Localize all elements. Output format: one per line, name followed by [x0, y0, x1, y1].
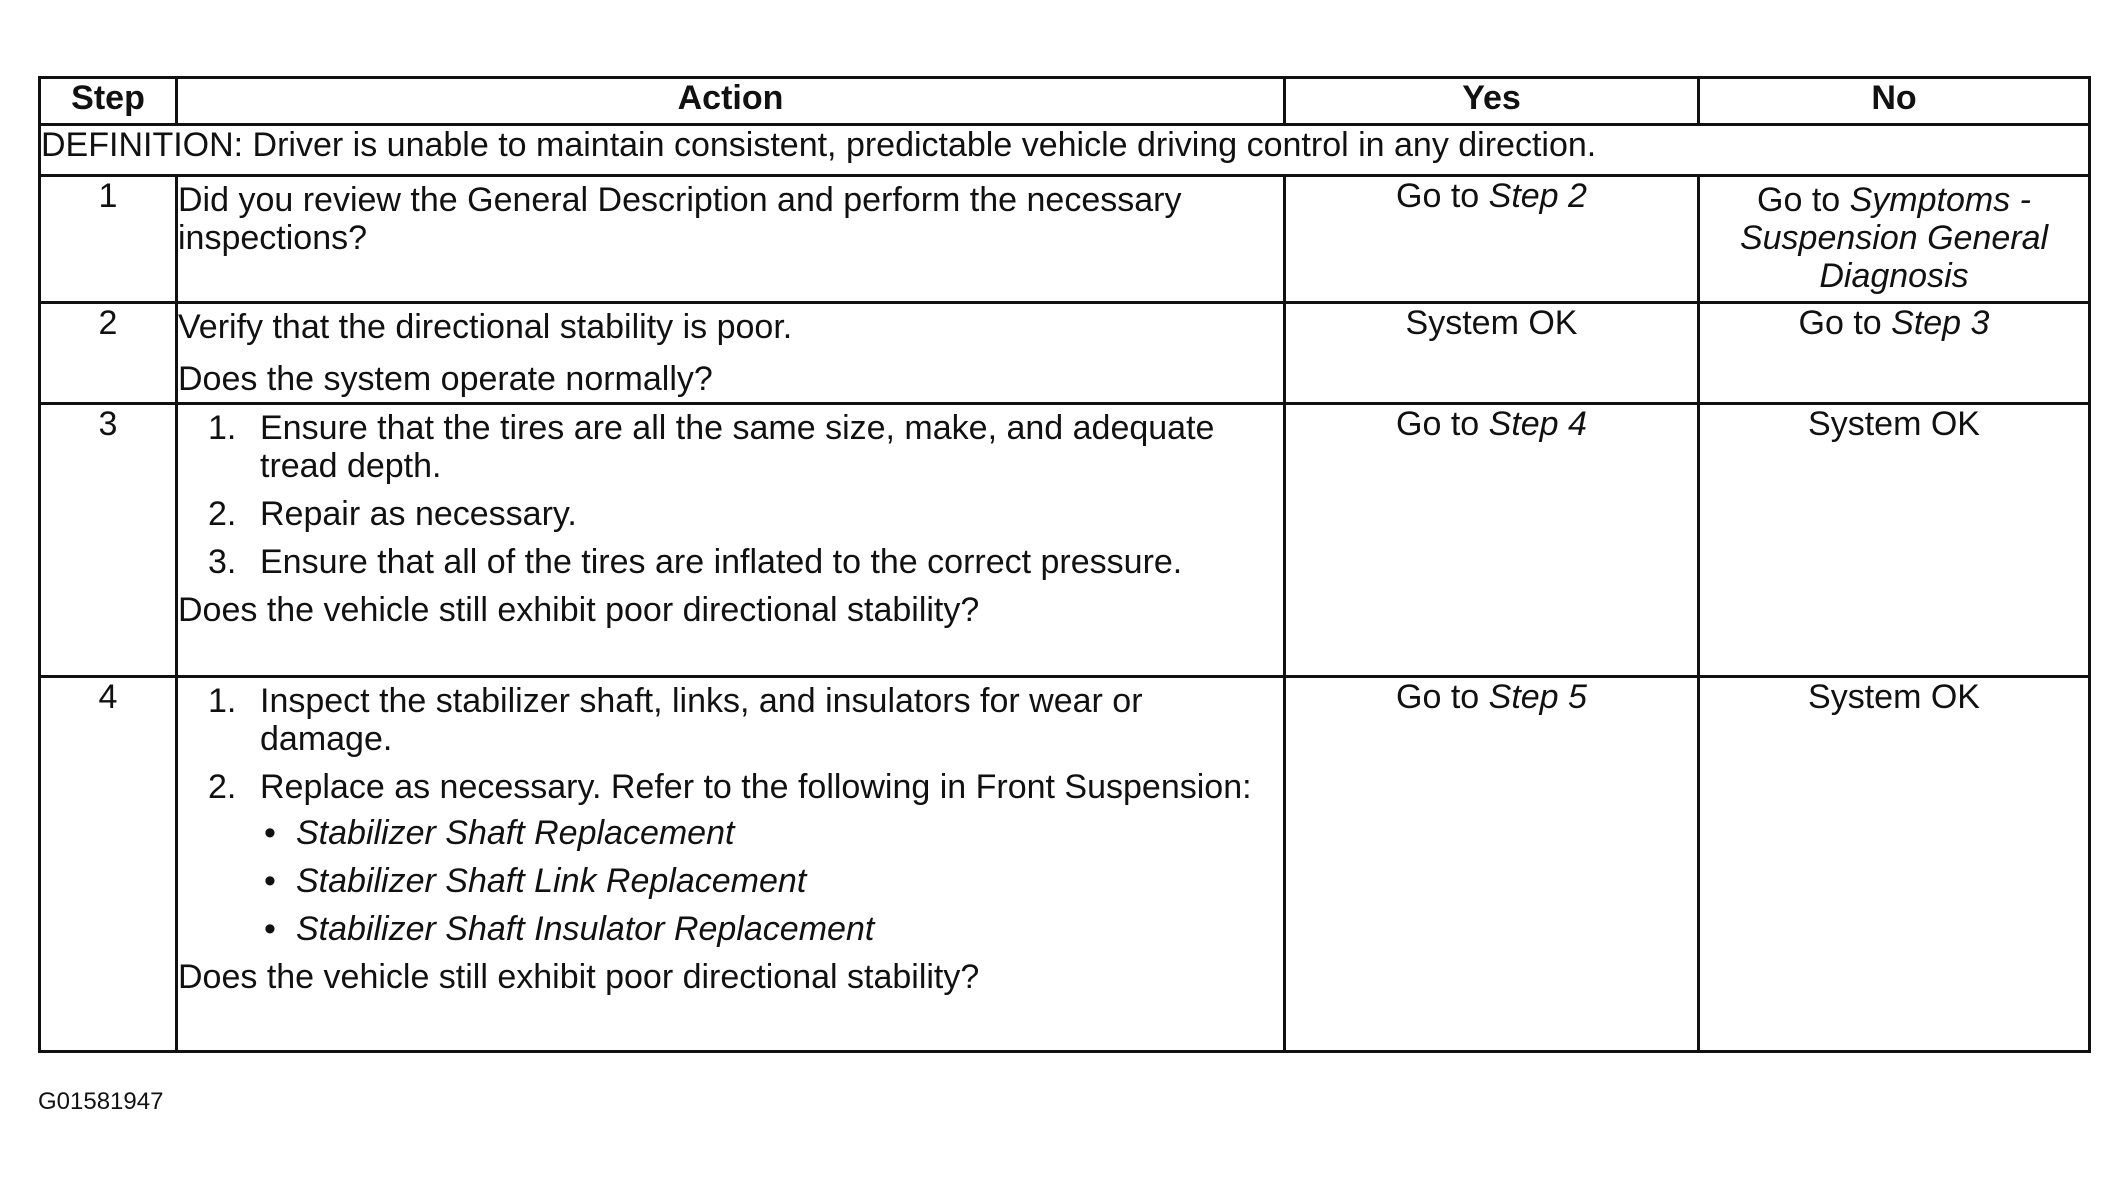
item-number: 2. — [208, 768, 237, 806]
action-text: Did you review the General Description and perform the necessary inspections? — [178, 181, 1182, 257]
step-number: 2 — [40, 303, 177, 404]
table-row — [40, 303, 2090, 404]
step-number: 1 — [40, 176, 177, 303]
no-step-ref: Step 3 — [1891, 304, 1990, 342]
yes-cell: System OK — [1285, 303, 1699, 404]
list-item — [178, 495, 1283, 533]
yes-cell — [1285, 404, 1699, 677]
yes-cell — [1285, 176, 1699, 303]
list-item — [178, 682, 1283, 758]
yes-cell — [1285, 677, 1699, 1052]
action-cell — [177, 677, 1285, 1052]
no-step-ref: Symptoms - Suspension General Diagnosis — [1739, 181, 2049, 295]
item-number: 3. — [208, 543, 237, 581]
action-steps-list — [178, 409, 1283, 581]
no-prefix: Go to — [1757, 181, 1850, 219]
item-text: Ensure that the tires are all the same size, make, and adequate tread depth. — [260, 409, 1215, 485]
no-cell: System OK — [1699, 404, 2090, 677]
step-number: 4 — [40, 677, 177, 1052]
table-row — [40, 404, 2090, 677]
table-row — [40, 677, 2090, 1052]
reference-link[interactable]: • Stabilizer Shaft Insulator Replacement — [260, 910, 1283, 948]
action-question: Does the vehicle still exhibit poor directional stability? — [178, 591, 980, 629]
action-cell — [177, 404, 1285, 677]
item-text: Repair as necessary. — [260, 495, 577, 533]
definition-text: DEFINITION: Driver is unable to maintain consistent, predictable vehicle driving control in any direction. — [40, 125, 2090, 176]
action-cell — [177, 303, 1285, 404]
reference-list — [260, 814, 1283, 948]
no-cell: System OK — [1699, 677, 2090, 1052]
header-step: Step — [40, 78, 177, 125]
diagnostic-table — [38, 76, 2091, 1053]
item-number: 1. — [208, 409, 237, 447]
action-question: Does the system operate normally? — [178, 360, 713, 398]
action-cell — [177, 176, 1285, 303]
list-item — [178, 409, 1283, 485]
item-text: Ensure that all of the tires are inflated to the correct pressure. — [260, 543, 1183, 581]
header-row — [40, 78, 2090, 125]
list-item — [178, 768, 1283, 948]
yes-prefix: Go to — [1396, 177, 1489, 215]
action-steps-list — [178, 682, 1283, 948]
action-question: Does the vehicle still exhibit poor directional stability? — [178, 958, 980, 996]
header-action: Action — [177, 78, 1285, 125]
item-text: Replace as necessary. Refer to the following in Front Suspension: — [260, 768, 1252, 806]
reference-link[interactable]: • Stabilizer Shaft Replacement — [260, 814, 1283, 852]
item-number: 1. — [208, 682, 237, 720]
header-yes: Yes — [1285, 78, 1699, 125]
header-no: No — [1699, 78, 2090, 125]
step-number: 3 — [40, 404, 177, 677]
yes-step-ref: Step 2 — [1488, 177, 1587, 215]
yes-step-ref: Step 4 — [1488, 405, 1587, 443]
figure-id: G01581947 — [38, 1088, 164, 1115]
no-cell — [1699, 176, 2090, 303]
yes-step-ref: Step 5 — [1488, 678, 1587, 716]
reference-link[interactable]: • Stabilizer Shaft Link Replacement — [260, 862, 1283, 900]
no-prefix: Go to — [1798, 304, 1892, 342]
item-text: Inspect the stabilizer shaft, links, and insulators for wear or damage. — [260, 682, 1143, 758]
definition-row — [40, 125, 2090, 176]
list-item — [178, 543, 1283, 581]
item-number: 2. — [208, 495, 237, 533]
table-row — [40, 176, 2090, 303]
yes-prefix: Go to — [1396, 405, 1489, 443]
yes-prefix: Go to — [1396, 678, 1489, 716]
action-text: Verify that the directional stability is poor. — [178, 308, 793, 346]
no-cell — [1699, 303, 2090, 404]
